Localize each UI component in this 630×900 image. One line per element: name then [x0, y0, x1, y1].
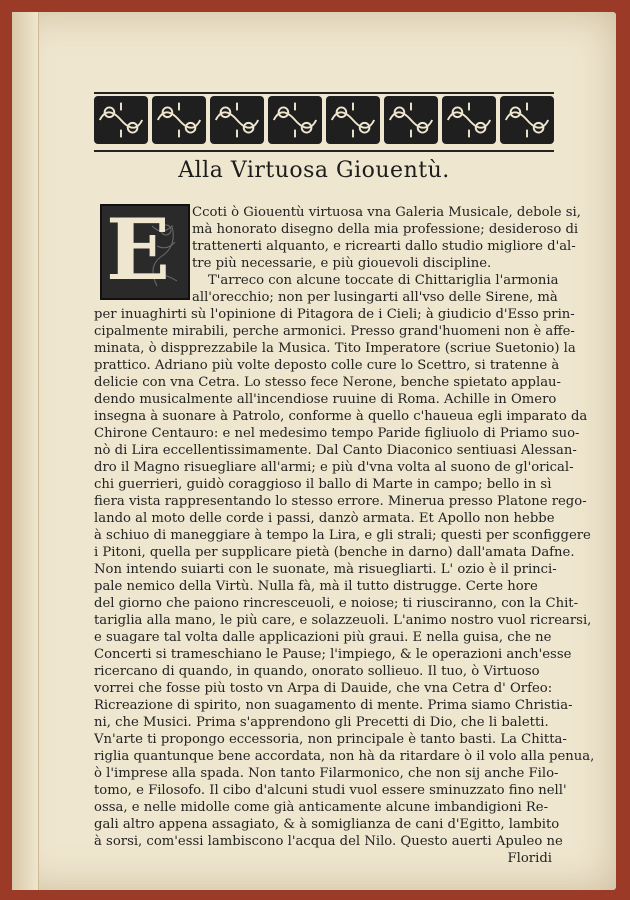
text-line: ossa, e nelle midolle come già anticamente alcune imbandigioni Re-: [94, 800, 549, 815]
page-title: Alla Virtuosa Giouentù.: [178, 158, 450, 183]
text-line: ricercano di quando, in quando, onorato sollieuo. Il tuo, ò Virtuoso: [94, 664, 540, 679]
text-line: tre più necessarie, e più giouevoli discipline.: [192, 256, 492, 271]
text-line: cipalmente mirabili, perche armonici. Presso grand'huomeni non è affe-: [94, 324, 575, 339]
text-line: nò di Lira eccellentissimamente. Dal Canto Diaconico sentiuasi Alessan-: [94, 443, 577, 458]
left-page-edge: [12, 12, 39, 890]
text-line: chi guerrieri, guidò coraggioso il ballo di Marte in campo; bello in sì: [94, 477, 552, 492]
text-line: pale nemico della Virtù. Nulla fà, mà il tutto distrugge. Certe hore: [94, 579, 538, 594]
text-line: del giorno che paiono rincresceuoli, e noiose; ti riusciranno, con la Chit-: [94, 596, 579, 611]
text-line: vorrei che fosse più tosto vn Arpa di Dauide, che vna Cetra d' Orfeo:: [94, 681, 553, 696]
text-line: tomo, e Filosofo. Il cibo d'alcuni studi vuol essere sminuzzato fino nell': [94, 783, 567, 798]
text-line: ò l'imprese alla spada. Non tanto Filarmonico, che non sij anche Filo-: [94, 766, 559, 781]
ornament-scroll-icon: [210, 96, 264, 144]
text-line: à sorsi, com'essi lambiscono l'acqua del Nilo. Questo auerti Apuleo ne: [94, 834, 563, 849]
ornament-scroll-icon: [94, 96, 148, 144]
ornament-scroll-icon: [442, 96, 496, 144]
text-line: all'orecchio; non per lusingarti all'vso delle Sirene, mà: [192, 290, 558, 305]
text-line: minata, ò dispprezzabile la Musica. Tito Imperatore (scriue Suetonio) la: [94, 341, 576, 356]
text-line: per inuaghirti sù l'opinione di Pitagora de i Cieli; à giudicio d'Esso prin-: [94, 307, 575, 322]
ornament-scroll-icon: [384, 96, 438, 144]
text-line: fiera vista rappresentando lo stesso errore. Minerua presso Platone rego-: [94, 494, 587, 509]
text-line: Ccoti ò Giouentù virtuosa vna Galeria Musicale, debole si,: [192, 205, 581, 220]
text-line: T'arreco con alcune toccate di Chittariglia l'armonia: [208, 273, 559, 288]
text-line: trattenerti alquanto, e ricrearti dallo studio migliore d'al-: [192, 239, 576, 254]
text-line: Chirone Centauro: e nel medesimo tempo Paride figliuolo di Priamo suo-: [94, 426, 580, 441]
text-line: mà honorato disegno della mia professione; desideroso di: [192, 222, 579, 237]
text-line: e suagare tal volta dalle applicazioni più graui. E nella guisa, che ne: [94, 630, 552, 645]
text-line: dro il Magno risuegliare all'armi; e più d'vna volta al suono de gl'orical-: [94, 460, 574, 475]
initial-letter: E: [106, 200, 171, 299]
decorated-initial: [100, 200, 190, 300]
ornament-scroll-icon: [500, 96, 554, 144]
text-line: i Pitoni, quella per supplicare pietà (benche in darno) dall'amata Dafne.: [94, 545, 575, 560]
text-line: Vn'arte ti propongo eccessoria, non principale è tanto basti. La Chitta-: [94, 732, 567, 747]
catchword: Floridi: [507, 851, 552, 866]
ornamental-header-band: [94, 92, 554, 152]
text-line: gali altro appena assagiato, & à somiglianza de cani d'Egitto, lambito: [94, 817, 560, 832]
text-line: Concerti si trameschiano le Pause; l'impiego, & le operazioni anch'esse: [94, 647, 572, 662]
text-line: dendo musicalmente all'incendiose ruuine di Roma. Achille in Omero: [94, 392, 557, 407]
text-line: prattico. Adriano più volte deposto colle cure lo Scettro, si tratenne à: [94, 358, 560, 373]
ornament-scroll-icon: [268, 96, 322, 144]
text-line: delicie con vna Cetra. Lo stesso fece Nerone, benche spietato applau-: [94, 375, 562, 390]
ornament-scroll-icon: [326, 96, 380, 144]
text-line: Ricreazione di spirito, non suagamento di mente. Prima siamo Christia-: [94, 698, 573, 713]
book-page: [12, 12, 616, 890]
ornament-scroll-icon: [152, 96, 206, 144]
text-line: à schiuo di maneggiare à tempo la Lira, e gli strali; questi per sconfiggere: [94, 528, 591, 543]
text-line: riglia quantunque bene accordata, non hà da ritardare ò il volo alla penua,: [94, 749, 595, 764]
text-line: Non intendo suiarti con le suonate, mà risuegliarti. L' ozio è il princi-: [94, 562, 557, 577]
text-line: ni, che Musici. Prima s'apprendono gli Precetti di Dio, che li baletti.: [94, 715, 549, 730]
text-line: tariglia alla mano, le più care, e solazzeuoli. L'animo nostro vuol ricrearsi,: [94, 613, 592, 628]
text-line: insegna à suonare à Patrolo, conforme à quello c'haueua egli imparato da: [94, 409, 588, 424]
text-line: lando al moto delle corde i passi, danzò armata. Et Apollo non hebbe: [94, 511, 555, 526]
